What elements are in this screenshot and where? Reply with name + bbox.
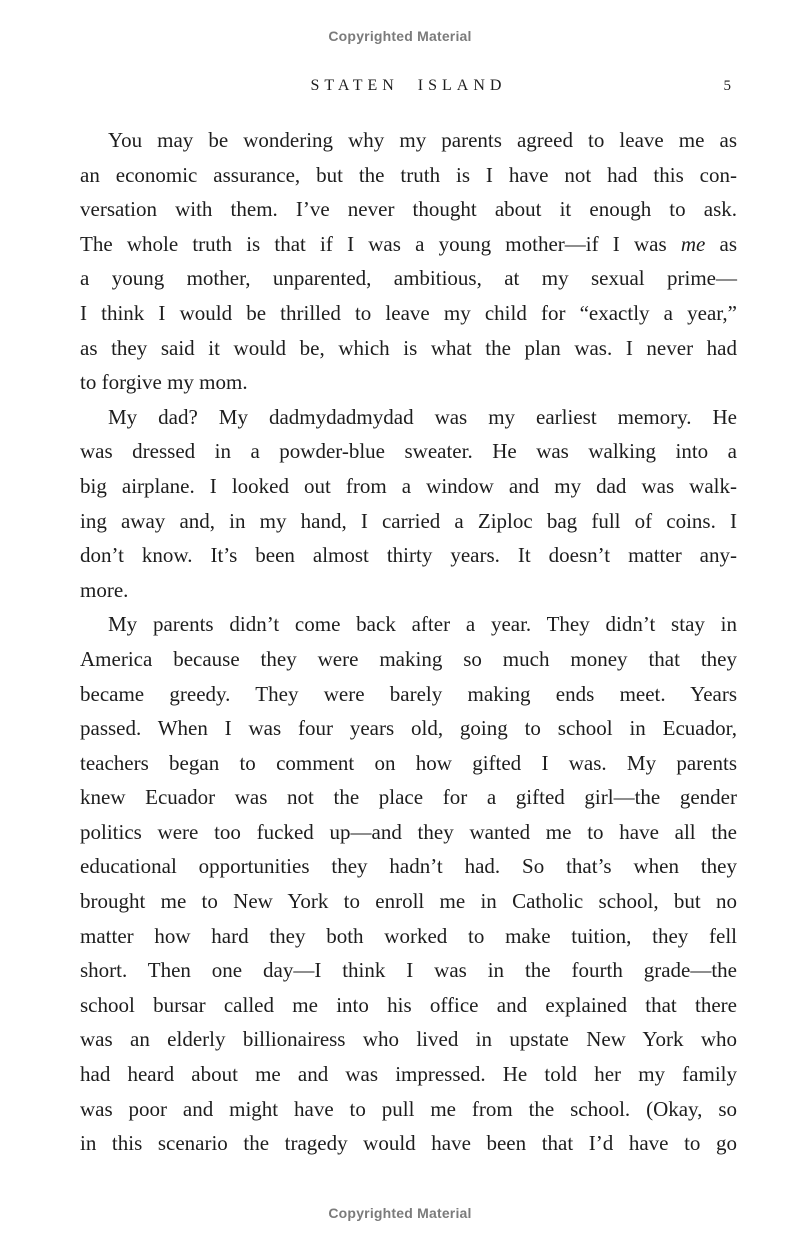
- text-segment: to forgive my mom.: [80, 370, 248, 395]
- text-segment: became greedy. They were barely making ends meet. Years: [80, 681, 737, 706]
- text-segment: was poor and might have to pull me from the school. (Okay, so: [80, 1096, 737, 1121]
- text-segment: I think I would be thrilled to leave my child for “exactly a year,”: [80, 300, 737, 325]
- text-line: [80, 780, 737, 815]
- text-line: [80, 1092, 737, 1127]
- text-line: [80, 953, 737, 988]
- text-line: [80, 711, 737, 746]
- text-segment: America because they were making so much money that they: [80, 646, 737, 671]
- page-number: 5: [723, 78, 731, 94]
- text-segment: was an elderly billionairess who lived in upstate New York who: [80, 1027, 737, 1052]
- copyright-notice-bottom: Copyrighted Material: [328, 1205, 472, 1221]
- page-body-text: [80, 123, 737, 1161]
- text-line: [80, 434, 737, 469]
- text-segment: educational opportunities they hadn’t had. So that’s when they: [80, 854, 737, 879]
- text-line: [80, 227, 737, 262]
- text-segment: was dressed in a powder-blue sweater. He was walking into a: [80, 439, 737, 464]
- text-line: [80, 1126, 737, 1161]
- text-segment: politics were too fucked up—and they wanted me to have all the: [80, 819, 737, 844]
- text-line: [80, 746, 737, 781]
- text-line: [80, 988, 737, 1023]
- text-segment: The whole truth is that if I was a young mother—if I was: [80, 231, 681, 256]
- text-line: [80, 642, 737, 677]
- text-line: [80, 296, 737, 331]
- text-line: [80, 815, 737, 850]
- text-line: [80, 573, 737, 608]
- text-line: [80, 331, 737, 366]
- text-segment: brought me to New York to enroll me in Catholic school, but no: [80, 889, 737, 914]
- text-line: [80, 400, 737, 435]
- text-line: [80, 123, 737, 158]
- text-segment: My parents didn’t come back after a year. They didn’t stay in: [108, 612, 737, 637]
- text-segment: a young mother, unparented, ambitious, at my sexual prime—: [80, 266, 737, 291]
- text-segment: knew Ecuador was not the place for a gifted girl—the gender: [80, 785, 737, 810]
- chapter-title: STATEN ISLAND: [310, 77, 507, 94]
- text-segment: school bursar called me into his office and explained that there: [80, 992, 737, 1017]
- text-line: [80, 677, 737, 712]
- text-segment: teachers began to comment on how gifted I was. My parents: [80, 750, 737, 775]
- text-line: [80, 1057, 737, 1092]
- text-line: [80, 919, 737, 954]
- text-segment: ing away and, in my hand, I carried a Ziploc bag full of coins. I: [80, 508, 737, 533]
- text-segment: passed. When I was four years old, going to school in Ecuador,: [80, 716, 737, 741]
- italic-text: me: [680, 231, 706, 256]
- text-segment: in this scenario the tragedy would have been that I’d have to go: [80, 1131, 737, 1156]
- text-segment: as they said it would be, which is what the plan was. I never had: [80, 335, 737, 360]
- copyright-notice-top: Copyrighted Material: [328, 28, 472, 44]
- text-segment: matter how hard they both worked to make tuition, they fell: [80, 923, 737, 948]
- text-line: [80, 261, 737, 296]
- text-line: [80, 884, 737, 919]
- text-line: [80, 849, 737, 884]
- text-line: [80, 538, 737, 573]
- text-line: [80, 158, 737, 193]
- text-line: [80, 192, 737, 227]
- running-header: [80, 77, 737, 99]
- text-line: [80, 504, 737, 539]
- text-segment: versation with them. I’ve never thought about it enough to ask.: [80, 197, 737, 222]
- text-line: [80, 469, 737, 504]
- text-segment: big airplane. I looked out from a window and my dad was walk-: [80, 473, 737, 498]
- text-segment: had heard about me and was impressed. He told her my family: [80, 1062, 737, 1087]
- text-segment: don’t know. It’s been almost thirty years. It doesn’t matter any-: [80, 543, 737, 568]
- text-segment: more.: [80, 577, 129, 602]
- text-segment: short. Then one day—I think I was in the fourth grade—the: [80, 958, 737, 983]
- text-segment: My dad? My dadmydadmydad was my earliest memory. He: [108, 404, 737, 429]
- text-segment: as: [705, 231, 738, 256]
- text-line: [80, 607, 737, 642]
- text-line: [80, 1022, 737, 1057]
- text-line: [80, 365, 737, 400]
- text-segment: You may be wondering why my parents agreed to leave me as: [108, 128, 737, 152]
- text-segment: an economic assurance, but the truth is I have not had this con-: [80, 162, 737, 187]
